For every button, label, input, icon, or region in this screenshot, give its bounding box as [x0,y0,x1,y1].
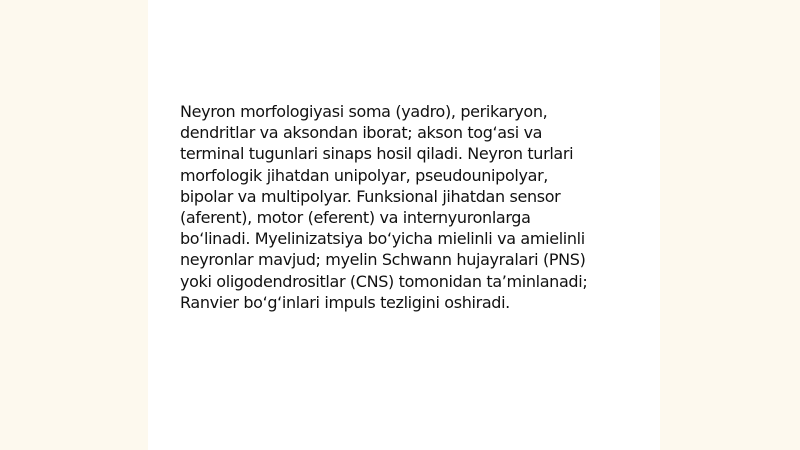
page-margin-left [0,0,148,450]
body-paragraph: Neyron morfologiyasi soma (yadro), perikaryon, dendritlar va aksondan iborat; akson tog‘asi va terminal tugunlari sinaps hosil qiladi. Neyron turlari morfologik jihatdan unipolyar, pseudounipolyar, bipolar va multipolyar. Funksional jihatdan sensor (aferent), motor (eferent) va internyuronlarga bo‘linadi. Myelinizatsiya bo‘yicha mielinli va amielinli neyronlar mavjud; myelin Schwann hujayralari (PNS) yoki oligodendrositlar (CNS) tomonidan ta’minlanadi; Ranvier bo‘g‘inlari impuls tezligini oshiradi. [180,102,588,312]
page-margin-right [660,0,800,450]
document-page [148,0,660,450]
